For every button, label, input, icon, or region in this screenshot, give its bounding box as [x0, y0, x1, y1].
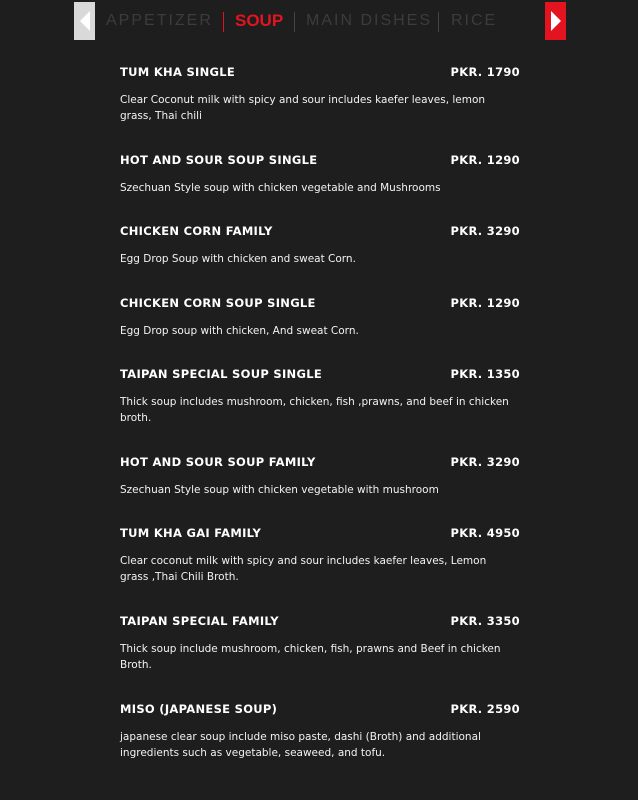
item-price: PKR. 1350	[450, 367, 520, 381]
item-price: PKR. 1290	[450, 153, 520, 167]
item-description: japanese clear soup include miso paste, dashi (Broth) and additional ingredients such as vegetable, seaweed, and tofu.	[120, 731, 481, 759]
item-description: Egg Drop soup with chicken, And sweat Corn.	[120, 325, 359, 337]
item-description: Szechuan Style soup with chicken vegetable with mushroom	[120, 484, 439, 496]
item-name: TAIPAN SPECIAL FAMILY	[120, 614, 279, 628]
item-name: TAIPAN SPECIAL SOUP SINGLE	[120, 367, 322, 381]
item-name: TUM KHA SINGLE	[120, 65, 236, 79]
item-name: TUM KHA GAI FAMILY	[120, 526, 262, 540]
item-name: HOT AND SOUR SOUP SINGLE	[120, 153, 318, 167]
item-price: PKR. 2590	[450, 702, 520, 716]
menu-item	[120, 152, 520, 223]
item-description: Szechuan Style soup with chicken vegetable and Mushrooms	[120, 182, 441, 194]
menu-item	[120, 64, 520, 152]
item-description: Egg Drop Soup with chicken and sweat Corn.	[120, 253, 356, 265]
tab-rice[interactable]: RICE	[451, 12, 498, 29]
tab-divider	[294, 12, 295, 32]
item-price: PKR. 3350	[450, 614, 520, 628]
next-category-button[interactable]	[545, 2, 566, 40]
item-name: MISO (JAPANESE SOUP)	[120, 702, 278, 716]
tab-divider	[223, 12, 224, 32]
item-name: HOT AND SOUR SOUP FAMILY	[120, 455, 316, 469]
menu-list	[120, 64, 520, 781]
tab-main-dishes[interactable]: MAIN DISHES	[306, 12, 433, 29]
item-price: PKR. 4950	[450, 526, 520, 540]
tab-divider	[438, 12, 439, 32]
menu-item	[120, 223, 520, 295]
triangle-left-icon	[80, 11, 90, 31]
menu-item	[120, 613, 520, 701]
item-price: PKR. 3290	[450, 224, 520, 238]
menu-item	[120, 366, 520, 454]
menu-item	[120, 454, 520, 525]
menu-item	[120, 525, 520, 613]
triangle-right-icon	[551, 11, 561, 31]
prev-category-button[interactable]	[74, 2, 95, 40]
item-description: Clear Coconut milk with spicy and sour includes kaefer leaves, lemon grass, Thai chili	[120, 94, 486, 122]
tab-appetizer[interactable]: APPETIZER	[106, 12, 213, 29]
item-name: CHICKEN CORN FAMILY	[120, 224, 273, 238]
item-name: CHICKEN CORN SOUP SINGLE	[120, 296, 316, 310]
item-price: PKR. 1290	[450, 296, 520, 310]
menu-item	[120, 295, 520, 366]
item-description: Thick soup include mushroom, chicken, fish, prawns and Beef in chicken Broth.	[120, 643, 501, 671]
item-description: Thick soup includes mushroom, chicken, fish ,prawns, and beef in chicken broth.	[120, 396, 509, 424]
tab-soup[interactable]: SOUP	[235, 11, 284, 30]
menu-item	[120, 701, 520, 781]
item-price: PKR. 3290	[450, 455, 520, 469]
item-description: Clear coconut milk with spicy and sour includes kaefer leaves, Lemon grass ,Thai Chili Broth.	[120, 555, 487, 583]
item-price: PKR. 1790	[450, 65, 520, 79]
category-tabs	[96, 2, 544, 40]
